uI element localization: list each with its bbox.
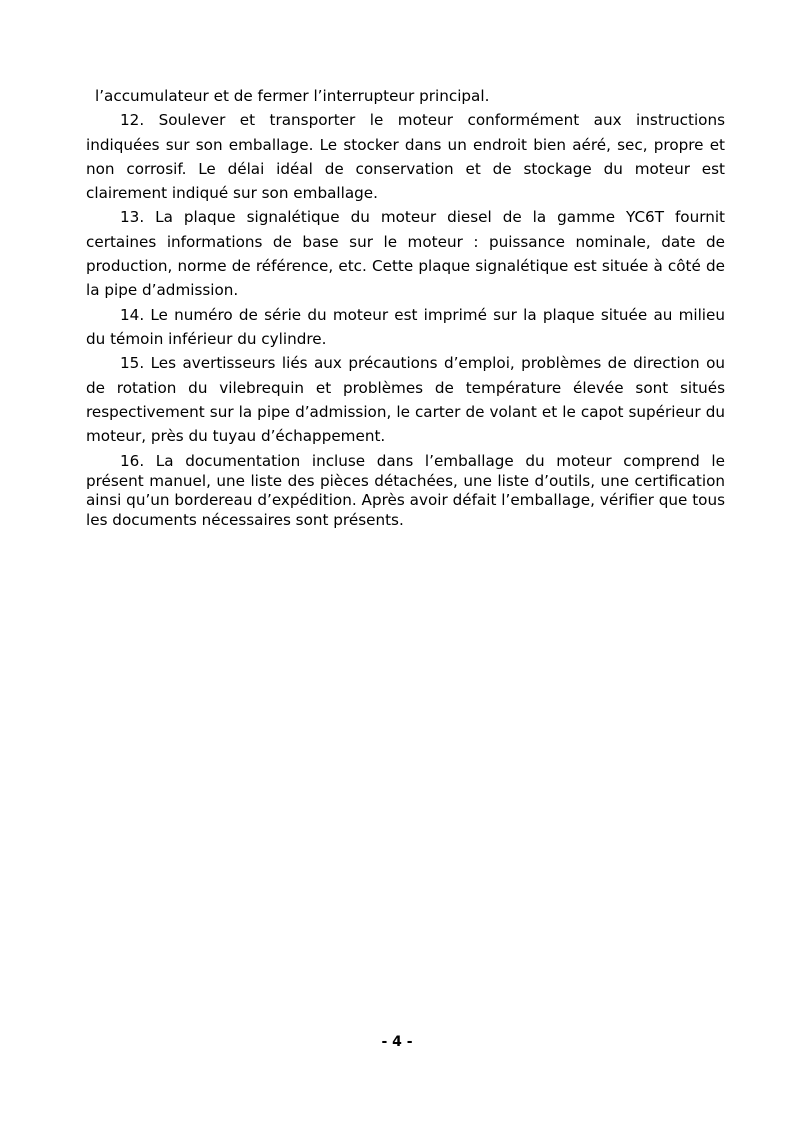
document-body: [86, 84, 725, 530]
paragraph-item-12: 12. Soulever et transporter le moteur conformément aux instructions indiquées sur son emballage. Le stocker dans un endroit bien aéré, sec, propre et non corrosif. Le délai idéal de conservation et de stockage du moteur est clairement indiqué sur son emballage.: [86, 111, 725, 203]
paragraph-item-16: 16. La documentation incluse dans l’emballage du moteur comprend le présent manuel, une liste des pièces détachées, une liste d’outils, une certification ainsi qu’un bordereau d’expédition. Après avoir défait l’emballage, vérifier que tous les documents nécessaires sont présents.: [86, 452, 725, 529]
page-number: - 4 -: [381, 1034, 413, 1050]
paragraph-item-15: 15. Les avertisseurs liés aux précautions d’emploi, problèmes de direction ou de rotation du vilebrequin et problèmes de température élevée sont situés respectivement sur la pipe d’admission, le carter de volant et le capot supérieur du moteur, près du tuyau d’échappement.: [86, 354, 725, 446]
paragraph-item-13: 13. La plaque signalétique du moteur diesel de la gamme YC6T fournit certaines informations de base sur le moteur : puissance nominale, date de production, norme de référence, etc. Cette plaque signalétique est située à côté de la pipe d’admission.: [86, 208, 725, 300]
paragraph-continuation: l’accumulateur et de fermer l’interrupteur principal.: [95, 87, 490, 105]
paragraph-item-14: 14. Le numéro de série du moteur est imprimé sur la plaque située au milieu du témoin inférieur du cylindre.: [86, 305, 725, 348]
